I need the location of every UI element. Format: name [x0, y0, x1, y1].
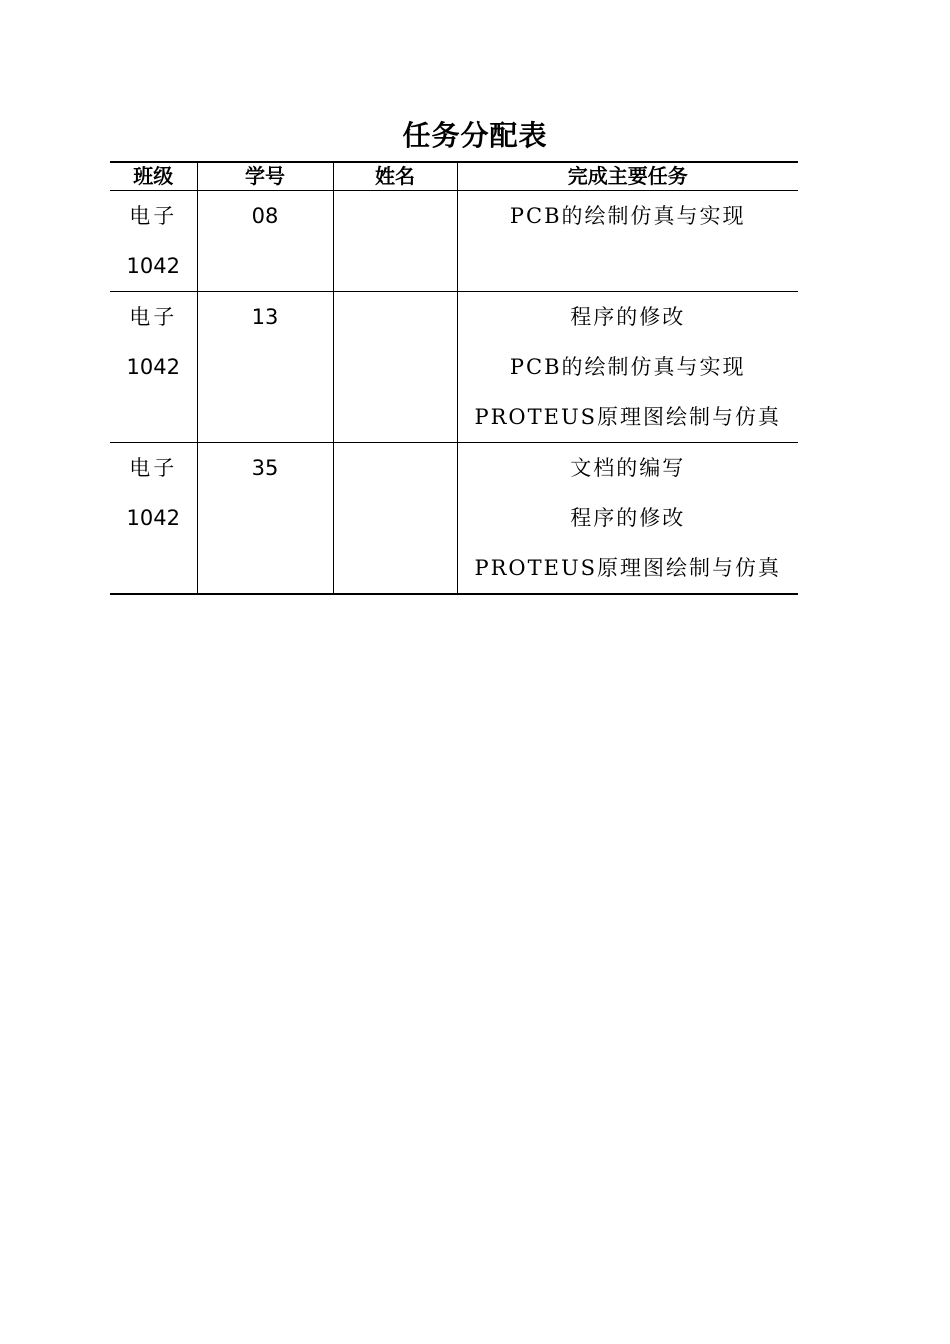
student-id: 35: [251, 456, 279, 480]
class-cell: [110, 191, 197, 292]
table-header: [110, 162, 798, 191]
name-cell: [333, 292, 457, 443]
student-name: [334, 191, 457, 241]
class-number: 1042: [126, 355, 180, 379]
class-number: 1042: [126, 506, 180, 530]
name-cell: [333, 443, 457, 595]
table-row: [110, 443, 798, 595]
column-header-tasks: 完成主要任务: [457, 162, 798, 191]
task-item: PROTEUS原理图绘制与仿真: [474, 405, 782, 429]
task-item: PCB的绘制仿真与实现: [509, 204, 746, 228]
tasks-cell: [457, 443, 798, 595]
class-line: 电子: [129, 456, 178, 480]
column-header-student-id: 学号: [197, 162, 333, 191]
class-line: 电子: [129, 305, 178, 329]
student-id-cell: [197, 443, 333, 595]
class-cell: [110, 292, 197, 443]
table-header-row: [110, 162, 798, 191]
task-item: 文档的编写: [570, 456, 686, 480]
tasks-cell: [457, 191, 798, 292]
column-header-name: 姓名: [333, 162, 457, 191]
column-header-class: 班级: [110, 162, 197, 191]
table-row: [110, 191, 798, 292]
class-cell: [110, 443, 197, 595]
class-number: 1042: [126, 254, 180, 278]
class-line: 电子: [129, 204, 178, 228]
table-row: [110, 292, 798, 443]
student-id-cell: [197, 191, 333, 292]
student-id: 13: [251, 305, 279, 329]
task-item: 程序的修改: [570, 305, 686, 329]
page-title: 任务分配表: [402, 119, 548, 152]
student-id-cell: [197, 292, 333, 443]
task-item: 程序的修改: [570, 506, 686, 530]
name-cell: [333, 191, 457, 292]
tasks-cell: [457, 292, 798, 443]
student-name: [334, 292, 457, 342]
student-name: [334, 443, 457, 493]
task-assignment-table: [110, 161, 798, 595]
task-item: PCB的绘制仿真与实现: [509, 355, 746, 379]
task-item: PROTEUS原理图绘制与仿真: [474, 556, 782, 580]
student-id: 08: [251, 204, 279, 228]
table-body: [110, 191, 798, 595]
